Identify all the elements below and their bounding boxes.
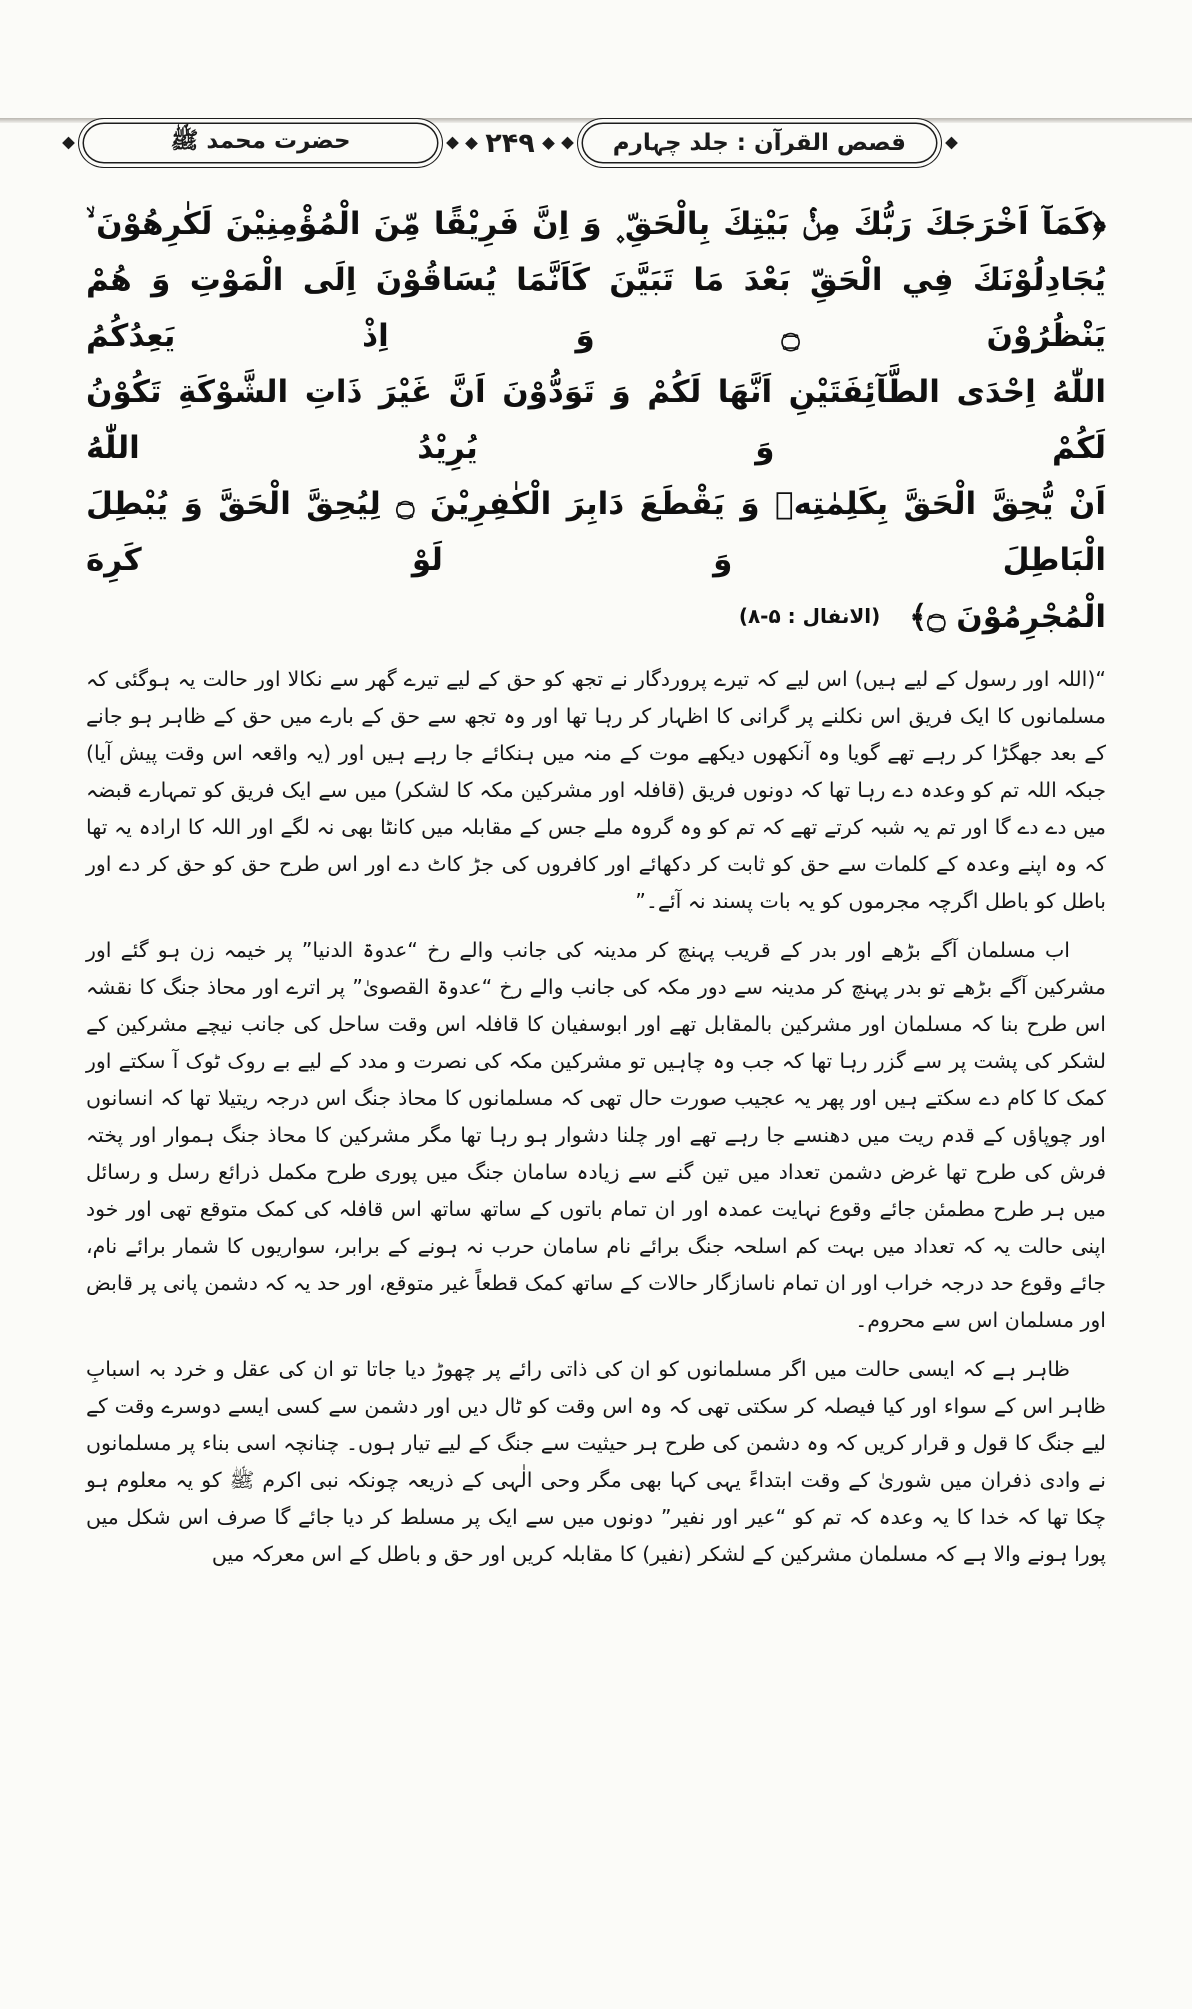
book-page [0,118,1192,2009]
page-header [78,118,942,168]
page-number: ۲۴۹ [485,127,535,159]
quran-line: اَنْ يُّحِقَّ الْحَقَّ بِكَلِمٰتِهٖ وَ يَقْطَعَ دَابِرَ الْكٰفِرِيْنَ ۝ لِيُحِقَّ الْحَقَّ وَ يُبْطِلَ الْبَاطِلَ وَ لَوْ كَرِهَ [86,486,1106,578]
ornament-diamond-icon [542,137,555,150]
quran-line: اللّٰهُ اِحْدَى الطَّآئِفَتَيْنِ اَنَّهَا لَكُمْ وَ تَوَدُّوْنَ اَنَّ غَيْرَ ذَاتِ الشَّوْكَةِ تَكُوْنُ لَكُمْ وَ يُرِيْدُ اللّٰهُ [86,374,1106,466]
chapter-title: حضرت محمد ﷺ [170,128,351,154]
book-title: قصص القرآن : جلد چہارم [612,130,906,156]
book-title-cartouche [577,118,942,168]
quran-verse-block [86,196,1106,645]
quran-line-text: الْمُجْرِمُوْنَ ۝﴾ [909,599,1106,635]
chapter-title-cartouche [78,118,443,168]
page-number-ornament [463,128,556,159]
quran-line: ﴿كَمَآ اَخْرَجَكَ رَبُّكَ مِنْۢ بَيْتِكَ بِالْحَقِّ ۪ وَ اِنَّ فَرِيْقًا مِّنَ الْمُؤْمِنِيْنَ لَكٰرِهُوْنَ ۙ [86,206,1106,242]
ornament-diamond-icon [465,137,478,150]
commentary-paragraph-2: ظاہر ہے کہ ایسی حالت میں اگر مسلمانوں کو ان کی ذاتی رائے پر چھوڑ دیا جاتا تو ان کی عقل و خرد بہ اسبابِ ظاہر اس کے سواء اور کیا فیصلہ کر سکتی تھی کہ وہ اس وقت کو ٹال دیں اور دشمن سے کسی ایسے دوسرے وقت کے لیے جنگ کا قول و قرار کریں کہ وہ دشمن کی طرح ہر حیثیت سے جنگ کے لیے تیار ہوں۔ چنانچہ اسی بناء پر مسلمانوں نے وادی ذفران میں شوریٰ کے وقت ابتداءً یہی کہا بھی مگر وحی الٰہی کے ذریعہ چونکہ نبی اکرم ﷺ کو یہ معلوم ہو چکا تھا کہ خدا کا یہ وعدہ کہ تم کو “عیر اور نفیر” دونوں میں سے ایک پر مسلط کر دیا جائے گا صرف اس شکل میں پورا ہونے والا ہے کہ مسلمان مشرکین کے لشکر (نفیر) کا مقابلہ کریں اور حق و باطل کے اس معرکہ میں [86,1357,1106,1566]
verse-citation: (الانفال : ۵-۸) [738,604,881,628]
quran-line: يُجَادِلُوْنَكَ فِي الْحَقِّ بَعْدَ مَا تَبَيَّنَ كَاَنَّمَا يُسَاقُوْنَ اِلَى الْمَوْتِ وَ هُمْ يَنْظُرُوْنَ ۝ وَ اِذْ يَعِدُكُمُ [86,262,1106,354]
translation-paragraph: “(اللہ اور رسول کے لیے ہیں) اس لیے کہ تیرے پروردگار نے تجھ کو حق کے لیے تیرے گھر سے نکالا اور حالت یہ ہوگئی کہ مسلمانوں کا ایک فریق اس نکلنے پر گرانی کا اظہار کر رہا تھا اور وہ تجھ سے حق کے بارے میں حق کے ظاہر ہو جانے کے بعد جھگڑا کر رہے تھے گویا وہ آنکھوں دیکھے موت کے منہ میں ہنکائے جا رہے ہیں اور (یہ واقعہ اس وقت پیش آیا) جبکہ اللہ تم کو وعدہ دے رہا تھا کہ دونوں فریق (قافلہ اور مشرکین مکہ کا لشکر) میں سے ایک فریق کو تمہارے قبضہ میں دے دے گا اور تم یہ شبہ کرتے تھے کہ تم کو وہ گروہ ملے جس کے مقابلہ میں کانٹا بھی نہ لگے اور اللہ کا ارادہ یہ تھا کہ وہ اپنے وعدہ کے کلمات سے حق کو ثابت کر دکھائے اور کافروں کی جڑ کاٹ دے اور اس طرح حق کو حق کر دے اور باطل کو باطل اگرچہ مجرموں کو یہ بات پسند نہ آئے۔” [86,667,1106,913]
commentary-paragraph-1: اب مسلمان آگے بڑھے اور بدر کے قریب پہنچ کر مدینہ کی جانب والے رخ “عدوۃ الدنیا” پر خیمہ زن ہو گئے اور مشرکین آگے بڑھے تو بدر پہنچ کر مدینہ سے دور مکہ کی جانب والے رخ “عدوۃ القصویٰ” پر اترے اور محاذ جنگ کا نقشہ اس طرح بنا کہ مسلمان اور مشرکین بالمقابل تھے اور ابوسفیان کا قافلہ اس وقت ساحل کی جانب نیچے مشرکین کے لشکر کی پشت پر سے گزر رہا تھا کہ جب وہ چاہیں تو مشرکین مکہ کی نصرت و مدد کے لیے بے روک ٹوک آ سکتے اور کمک کا کام دے سکتے ہیں اور پھر یہ عجیب صورت حال تھی کہ مسلمانوں کا محاذ جنگ اس درجہ ریتیلا تھا کہ انسانوں اور چوپاؤں کے قدم ریت میں دھنسے جا رہے تھے اور چلنا دشوار ہو رہا تھا مگر مشرکین کا محاذ جنگ ہموار اور پختہ فرش کی طرح تھا غرض دشمن تعداد میں تین گنے سے زیادہ سامان جنگ میں پوری طرح مکمل ذرائع رسل و رسائل میں ہر طرح مطمئن جائے وقوع نہایت عمدہ اور ان تمام باتوں کے ساتھ ساتھ اس قافلہ کی کمک متوقع تھی اور خود اپنی حالت یہ کہ تعداد میں بہت کم اسلحہ جنگ برائے نام سامان حرب نہ ہونے کے برابر، سواریوں کا شمار برائے نام، جائے وقوع حد درجہ خراب اور ان تمام ناسازگار حالات کے ساتھ کمک قطعاً غیر متوقع، اور حد یہ کہ دشمن پانی پر قابض اور مسلمان اس سے محروم۔ [86,938,1106,1332]
quran-last-line [86,588,1106,645]
